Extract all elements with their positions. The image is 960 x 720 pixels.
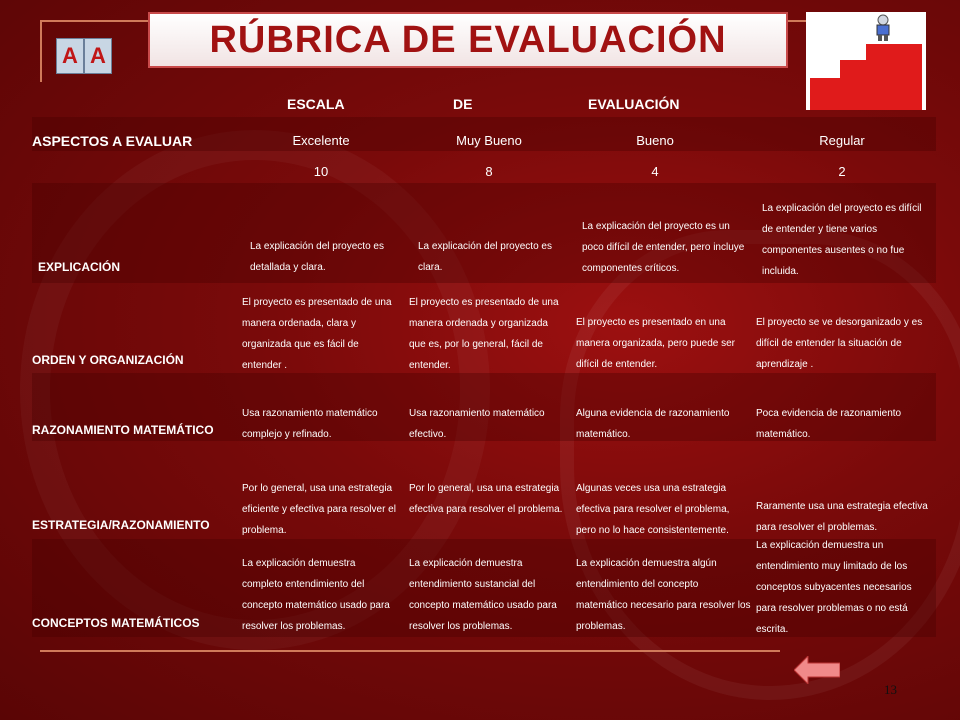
points-row bbox=[32, 152, 936, 182]
frame-line-bottom bbox=[40, 650, 780, 652]
stair-step-3 bbox=[866, 44, 922, 64]
scale-word-evaluacion: EVALUACIÓN bbox=[588, 96, 680, 112]
cell-conceptos-muy-bueno: La explicación demuestra entendimiento sustancial del concepto matemático usado para resolver los problemas. bbox=[409, 558, 557, 632]
block-letter-a: A bbox=[56, 38, 84, 74]
cell-conceptos-excelente: La explicación demuestra completo entendimiento del concepto matemático usado para resolver los problemas. bbox=[242, 558, 390, 632]
frame-line-top-left bbox=[40, 20, 148, 22]
levels-row bbox=[32, 117, 936, 151]
scale-word-escala: ESCALA bbox=[287, 96, 345, 112]
cell-estrategia-excelente: Por lo general, usa una estrategia eficiente y efectiva para resolver el problema. bbox=[242, 483, 396, 536]
cell-razonamiento-excelente: Usa razonamiento matemático complejo y refinado. bbox=[242, 408, 378, 440]
back-arrow-icon[interactable] bbox=[794, 656, 840, 684]
cell-estrategia-muy-bueno: Por lo general, usa una estrategia efectiva para resolver el problema. bbox=[409, 483, 563, 515]
block-letter-a-2: A bbox=[84, 38, 112, 74]
cell-estrategia-regular: Raramente usa una estrategia efectiva para resolver el problemas. bbox=[756, 501, 928, 533]
cell-conceptos-regular: La explicación demuestra un entendimiento muy limitado de los conceptos subyacentes necesarios para resolver problemas o no está escrita. bbox=[756, 540, 912, 635]
cell-explicacion-muy-bueno: La explicación del proyecto es clara. bbox=[418, 241, 552, 273]
rubric-row-conceptos bbox=[32, 539, 936, 637]
cell-orden-muy-bueno: El proyecto es presentado de una manera ordenada y organizada que es, por lo general, fácil de entender. bbox=[409, 297, 559, 371]
cell-orden-regular: El proyecto se ve desorganizado y es difícil de entender la situación de aprendizaje . bbox=[756, 317, 923, 370]
scale-header-row bbox=[32, 90, 936, 116]
cell-explicacion-excelente: La explicación del proyecto es detallada y clara. bbox=[250, 241, 384, 273]
cell-razonamiento-bueno: Alguna evidencia de razonamiento matemático. bbox=[576, 408, 730, 440]
scale-word-de: DE bbox=[453, 96, 473, 112]
level-bueno: Bueno bbox=[636, 133, 674, 148]
level-muy-bueno: Muy Bueno bbox=[456, 133, 522, 148]
frame-line-left bbox=[40, 20, 42, 82]
points-bueno: 4 bbox=[651, 164, 659, 179]
page-number: 13 bbox=[884, 682, 897, 697]
cell-conceptos-bueno: La explicación demuestra algún entendimiento del concepto matemático necesario para resolver los problemas. bbox=[576, 558, 751, 632]
frame-line-top-right bbox=[788, 20, 806, 22]
rubric-row-estrategia bbox=[32, 442, 936, 538]
points-regular: 2 bbox=[838, 164, 846, 179]
row-label-explicacion: EXPLICACIÓN bbox=[38, 260, 121, 274]
cell-orden-bueno: El proyecto es presentado en una manera organizada, pero puede ser difícil de entender. bbox=[576, 317, 735, 370]
row-label-conceptos: CONCEPTOS MATEMÁTICOS bbox=[32, 616, 200, 630]
rubric-row-explicacion bbox=[32, 183, 936, 283]
cell-estrategia-bueno: Algunas veces usa una estrategia efectiva para resolver el problema, pero no lo hace consistentemente. bbox=[576, 483, 730, 536]
points-excelente: 10 bbox=[313, 164, 329, 179]
rubric-row-orden bbox=[32, 284, 936, 372]
cell-razonamiento-muy-bueno: Usa razonamiento matemático efectivo. bbox=[409, 408, 545, 440]
row-label-orden: ORDEN Y ORGANIZACIÓN bbox=[32, 353, 184, 367]
robot-figure-icon bbox=[870, 14, 896, 42]
cell-explicacion-regular: La explicación del proyecto es difícil de entender y tiene varios componentes ausentes o no fue incluida. bbox=[762, 203, 922, 277]
title-banner bbox=[148, 12, 788, 68]
page-title: RÚBRICA DE EVALUACIÓN bbox=[209, 18, 727, 61]
cell-orden-excelente: El proyecto es presentado de una manera ordenada, clara y organizada que es fácil de entender . bbox=[242, 297, 392, 371]
abc-blocks-icon bbox=[56, 32, 112, 80]
row-label-estrategia: ESTRATEGIA/RAZONAMIENTO bbox=[32, 518, 210, 532]
cell-razonamiento-regular: Poca evidencia de razonamiento matemático. bbox=[756, 408, 902, 440]
cell-explicacion-bueno: La explicación del proyecto es un poco difícil de entender, pero incluye componentes críticos. bbox=[582, 221, 745, 274]
aspects-header: ASPECTOS A EVALUAR bbox=[32, 133, 193, 149]
rubric-row-razonamiento bbox=[32, 373, 936, 441]
points-muy-bueno: 8 bbox=[485, 164, 493, 179]
row-label-razonamiento: RAZONAMIENTO MATEMÁTICO bbox=[32, 423, 214, 437]
level-regular: Regular bbox=[819, 133, 865, 148]
level-excelente: Excelente bbox=[292, 133, 350, 148]
